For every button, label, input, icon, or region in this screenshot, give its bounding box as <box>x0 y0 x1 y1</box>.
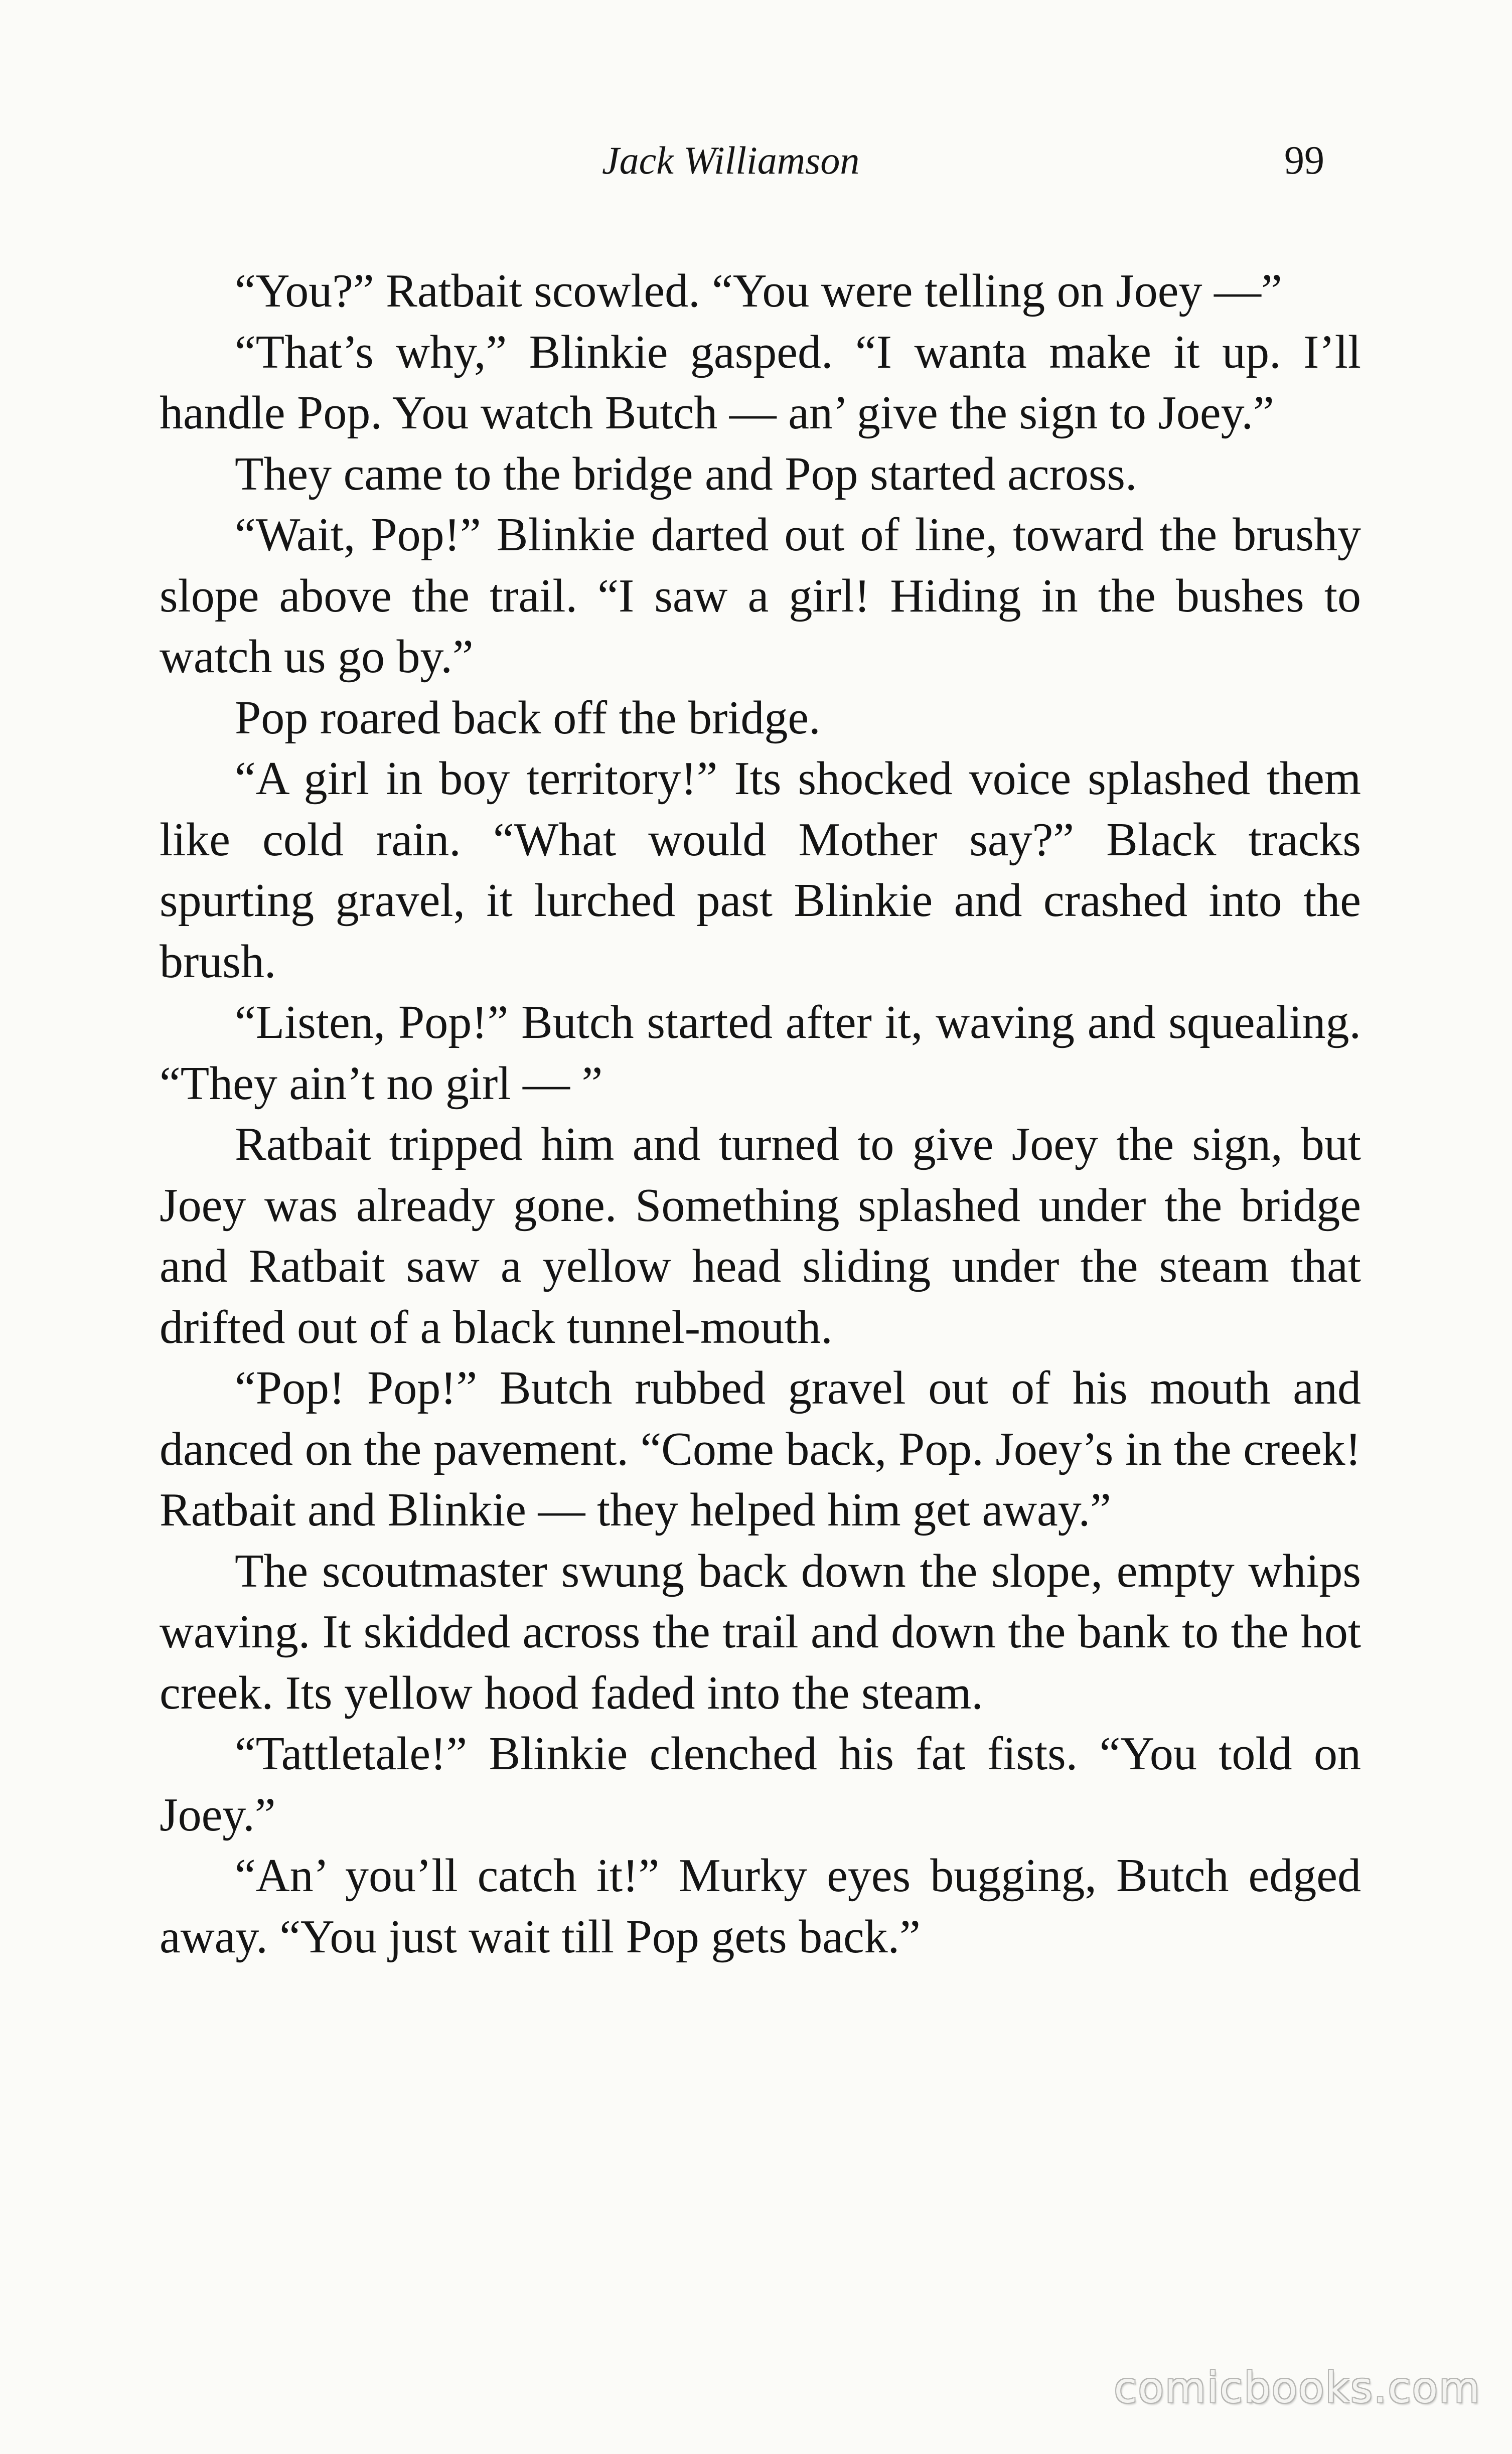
running-head-author: Jack Williamson <box>602 138 860 182</box>
paragraph: Pop roared back off the bridge. <box>235 691 821 744</box>
paragraph: “That’s why,” Blinkie gasped. “I wanta make it up. I’ll handle Pop. You watch Butch — an’ give the sign to Joey.” <box>160 326 1361 439</box>
paragraph: “Listen, Pop!” Butch started after it, waving and squealing. “They ain’t no girl — ” <box>160 996 1361 1110</box>
paragraph: “You?” Ratbait scowled. “You were telling on Joey —” <box>235 265 1282 317</box>
body-text <box>160 261 1361 1967</box>
page-number: 99 <box>1284 138 1324 183</box>
paragraph: Ratbait tripped him and turned to give Joey the sign, but Joey was already gone. Something splashed under the bridge and Ratbait saw a yellow head sliding under the steam that drifted out of a black tunnel-mouth. <box>160 1118 1361 1353</box>
paragraph: “Tattletale!” Blinkie clenched his fat fists. “You told on Joey.” <box>160 1728 1361 1841</box>
paragraph: “Wait, Pop!” Blinkie darted out of line, toward the brushy slope above the trail. “I saw a girl! Hiding in the bushes to watch us go by.” <box>160 509 1361 683</box>
watermark: comicbooks.com <box>1114 2363 1481 2412</box>
running-head <box>0 133 1512 193</box>
paragraph: “An’ you’ll catch it!” Murky eyes bugging, Butch edged away. “You just wait till Pop gets back.” <box>160 1850 1361 1963</box>
paragraph: The scoutmaster swung back down the slope, empty whips waving. It skidded across the trail and down the bank to the hot creek. Its yellow hood faded into the steam. <box>160 1545 1361 1719</box>
paragraph: They came to the bridge and Pop started across. <box>235 447 1137 500</box>
paragraph: “Pop! Pop!” Butch rubbed gravel out of his mouth and danced on the pavement. “Come back, Pop. Joey’s in the creek! Ratbait and Blinkie — they helped him get away.” <box>160 1362 1361 1536</box>
paragraph: “A girl in boy territory!” Its shocked voice splashed them like cold rain. “What would Mother say?” Black tracks spurting gravel, it lurched past Blinkie and crashed into the brush. <box>160 752 1361 988</box>
